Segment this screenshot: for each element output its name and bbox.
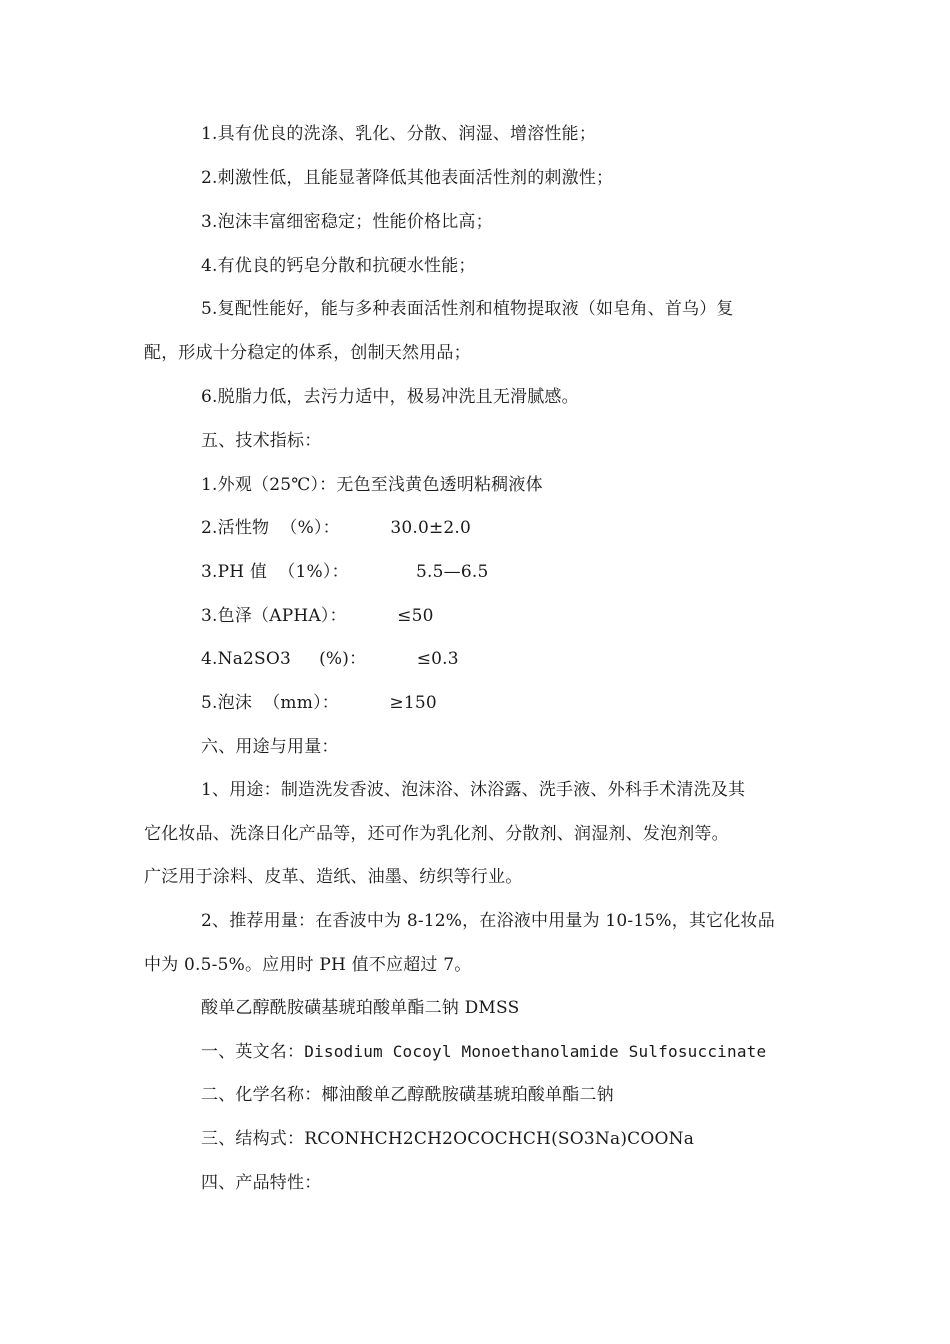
usage-line-5: 中为 0.5-5%。应用时 PH 值不应超过 7。 <box>144 955 472 975</box>
tech-spec-active: 2.活性物 （%）： 30.0±2.0 <box>201 518 472 538</box>
dmss-english-name-line <box>201 1041 766 1063</box>
feature-line-5: 5.复配性能好，能与多种表面活性剂和植物提取液（如皂角、首乌）复 <box>201 299 734 319</box>
feature-line-3: 3.泡沫丰富细密稳定；性能价格比高； <box>201 212 493 232</box>
usage-line-1: 1、用途：制造洗发香波、泡沫浴、沐浴露、洗手液、外科手术清洗及其 <box>201 780 746 800</box>
dmss-english-name: Disodium Cocoyl Monoethanolamide Sulfosuccinate <box>304 1042 767 1061</box>
dmss-english-prefix: 一、英文名： <box>201 1042 305 1062</box>
tech-spec-ph: 3.PH 值 （1%）： 5.5—6.5 <box>201 562 489 582</box>
usage-line-2: 它化妆品、洗涤日化产品等，还可作为乳化剂、分散剂、润湿剂、发泡剂等。 <box>144 824 729 844</box>
dmss-properties-heading: 四、产品特性： <box>201 1173 322 1193</box>
feature-line-2: 2.刺激性低，且能显著降低其他表面活性剂的刺激性； <box>201 168 614 188</box>
feature-line-5-cont: 配，形成十分稳定的体系，创制天然用品； <box>144 343 471 363</box>
tech-spec-na2so3: 4.Na2SO3 (%)： ≤0.3 <box>201 649 459 669</box>
usage-line-3: 广泛用于涂料、皮革、造纸、油墨、纺织等行业。 <box>144 867 523 887</box>
usage-line-4: 2、推荐用量：在香波中为 8-12%，在浴液中用量为 10-15%，其它化妆品 <box>201 911 775 931</box>
tech-spec-color: 3.色泽（APHA）： ≤50 <box>201 606 434 626</box>
tech-heading: 五、技术指标： <box>201 431 322 451</box>
usage-heading: 六、用途与用量： <box>201 737 339 757</box>
dmss-title: 酸单乙醇酰胺磺基琥珀酸单酯二钠 DMSS <box>201 998 520 1018</box>
feature-line-1: 1.具有优良的洗涤、乳化、分散、润湿、增溶性能； <box>201 124 597 144</box>
dmss-structure: 三、结构式：RCONHCH2CH2OCOCHCH(SO3Na)COONa <box>201 1129 695 1149</box>
tech-spec-appearance: 1.外观（25℃）：无色至浅黄色透明粘稠液体 <box>201 475 543 495</box>
feature-line-4: 4.有优良的钙皂分散和抗硬水性能； <box>201 256 476 276</box>
feature-line-6: 6.脱脂力低，去污力适中，极易冲洗且无滑腻感。 <box>201 387 579 407</box>
dmss-chemical-name: 二、化学名称：椰油酸单乙醇酰胺磺基琥珀酸单酯二钠 <box>201 1085 614 1105</box>
tech-spec-foam: 5.泡沫 （mm）： ≥150 <box>201 693 437 713</box>
